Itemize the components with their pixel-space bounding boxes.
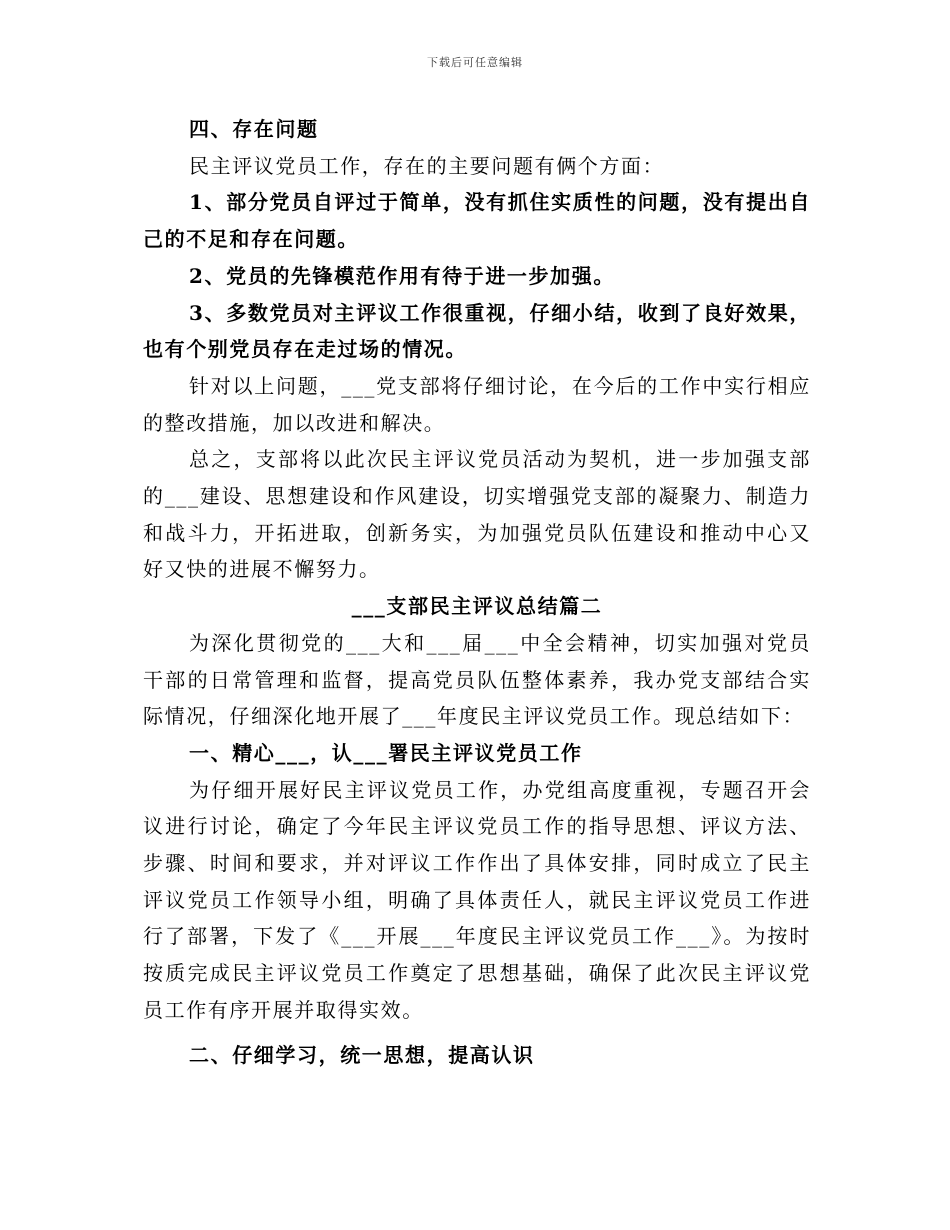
section-heading: 一、精心___，认___署民主评议党员工作 bbox=[189, 740, 583, 765]
page-header: 下载后可任意编辑 bbox=[427, 56, 523, 69]
paragraph: 总之，支部将以此次民主评议党员活动为契机，进一步加强支部的___建设、思想建设和作风建设，切实增强党支部的凝聚力、制造力和战斗力，开拓进取，创新务实，为加强党员队伍建设和推动中心又好又快的进展不懈努力。 bbox=[143, 447, 811, 582]
list-item: 1、部分党员自评过于简单，没有抓住实质性的问题，没有提出自己的不足和存在问题。 bbox=[143, 190, 811, 252]
document-title: ___支部民主评议总结篇二 bbox=[351, 594, 603, 619]
document-body bbox=[143, 111, 811, 1073]
paragraph: 民主评议党员工作，存在的主要问题有俩个方面： bbox=[189, 153, 665, 178]
section-heading-problems: 四、存在问题 bbox=[189, 117, 319, 141]
paragraph: 为仔细开展好民主评议党员工作，办党组高度重视，专题召开会议进行讨论，确定了今年民主评议党员工作的指导思想、评议方法、步骤、时间和要求，并对评议工作作出了具体安排，同时成立了民主评议党员工作领导小组，明确了具体责任人，就民主评议党员工作进行了部署，下发了《___开展___年度民主评议党员工作___》。为按时按质完成民主评议党员工作奠定了思想基础，确保了此次民主评议党员工作有序开展并取得实效。 bbox=[143, 777, 811, 1022]
paragraph: 针对以上问题，___党支部将仔细讨论，在今后的工作中实行相应的整改措施，加以改进和解决。 bbox=[143, 373, 811, 435]
paragraph: 为深化贯彻党的___大和___届___中全会精神，切实加强对党员干部的日常管理和监督，提高党员队伍整体素养，我办党支部结合实际情况，仔细深化地开展了___年度民主评议党员工作。现总结如下： bbox=[143, 630, 811, 729]
spacer bbox=[143, 1029, 811, 1037]
list-item: 2、党员的先锋模范作用有待于进一步加强。 bbox=[189, 263, 615, 288]
section-heading: 二、仔细学习，统一思想，提高认识 bbox=[189, 1042, 535, 1067]
list-item: 3、多数党员对主评议工作很重视，仔细小结，收到了良好效果，也有个别党员存在走过场的情况。 bbox=[143, 300, 811, 362]
